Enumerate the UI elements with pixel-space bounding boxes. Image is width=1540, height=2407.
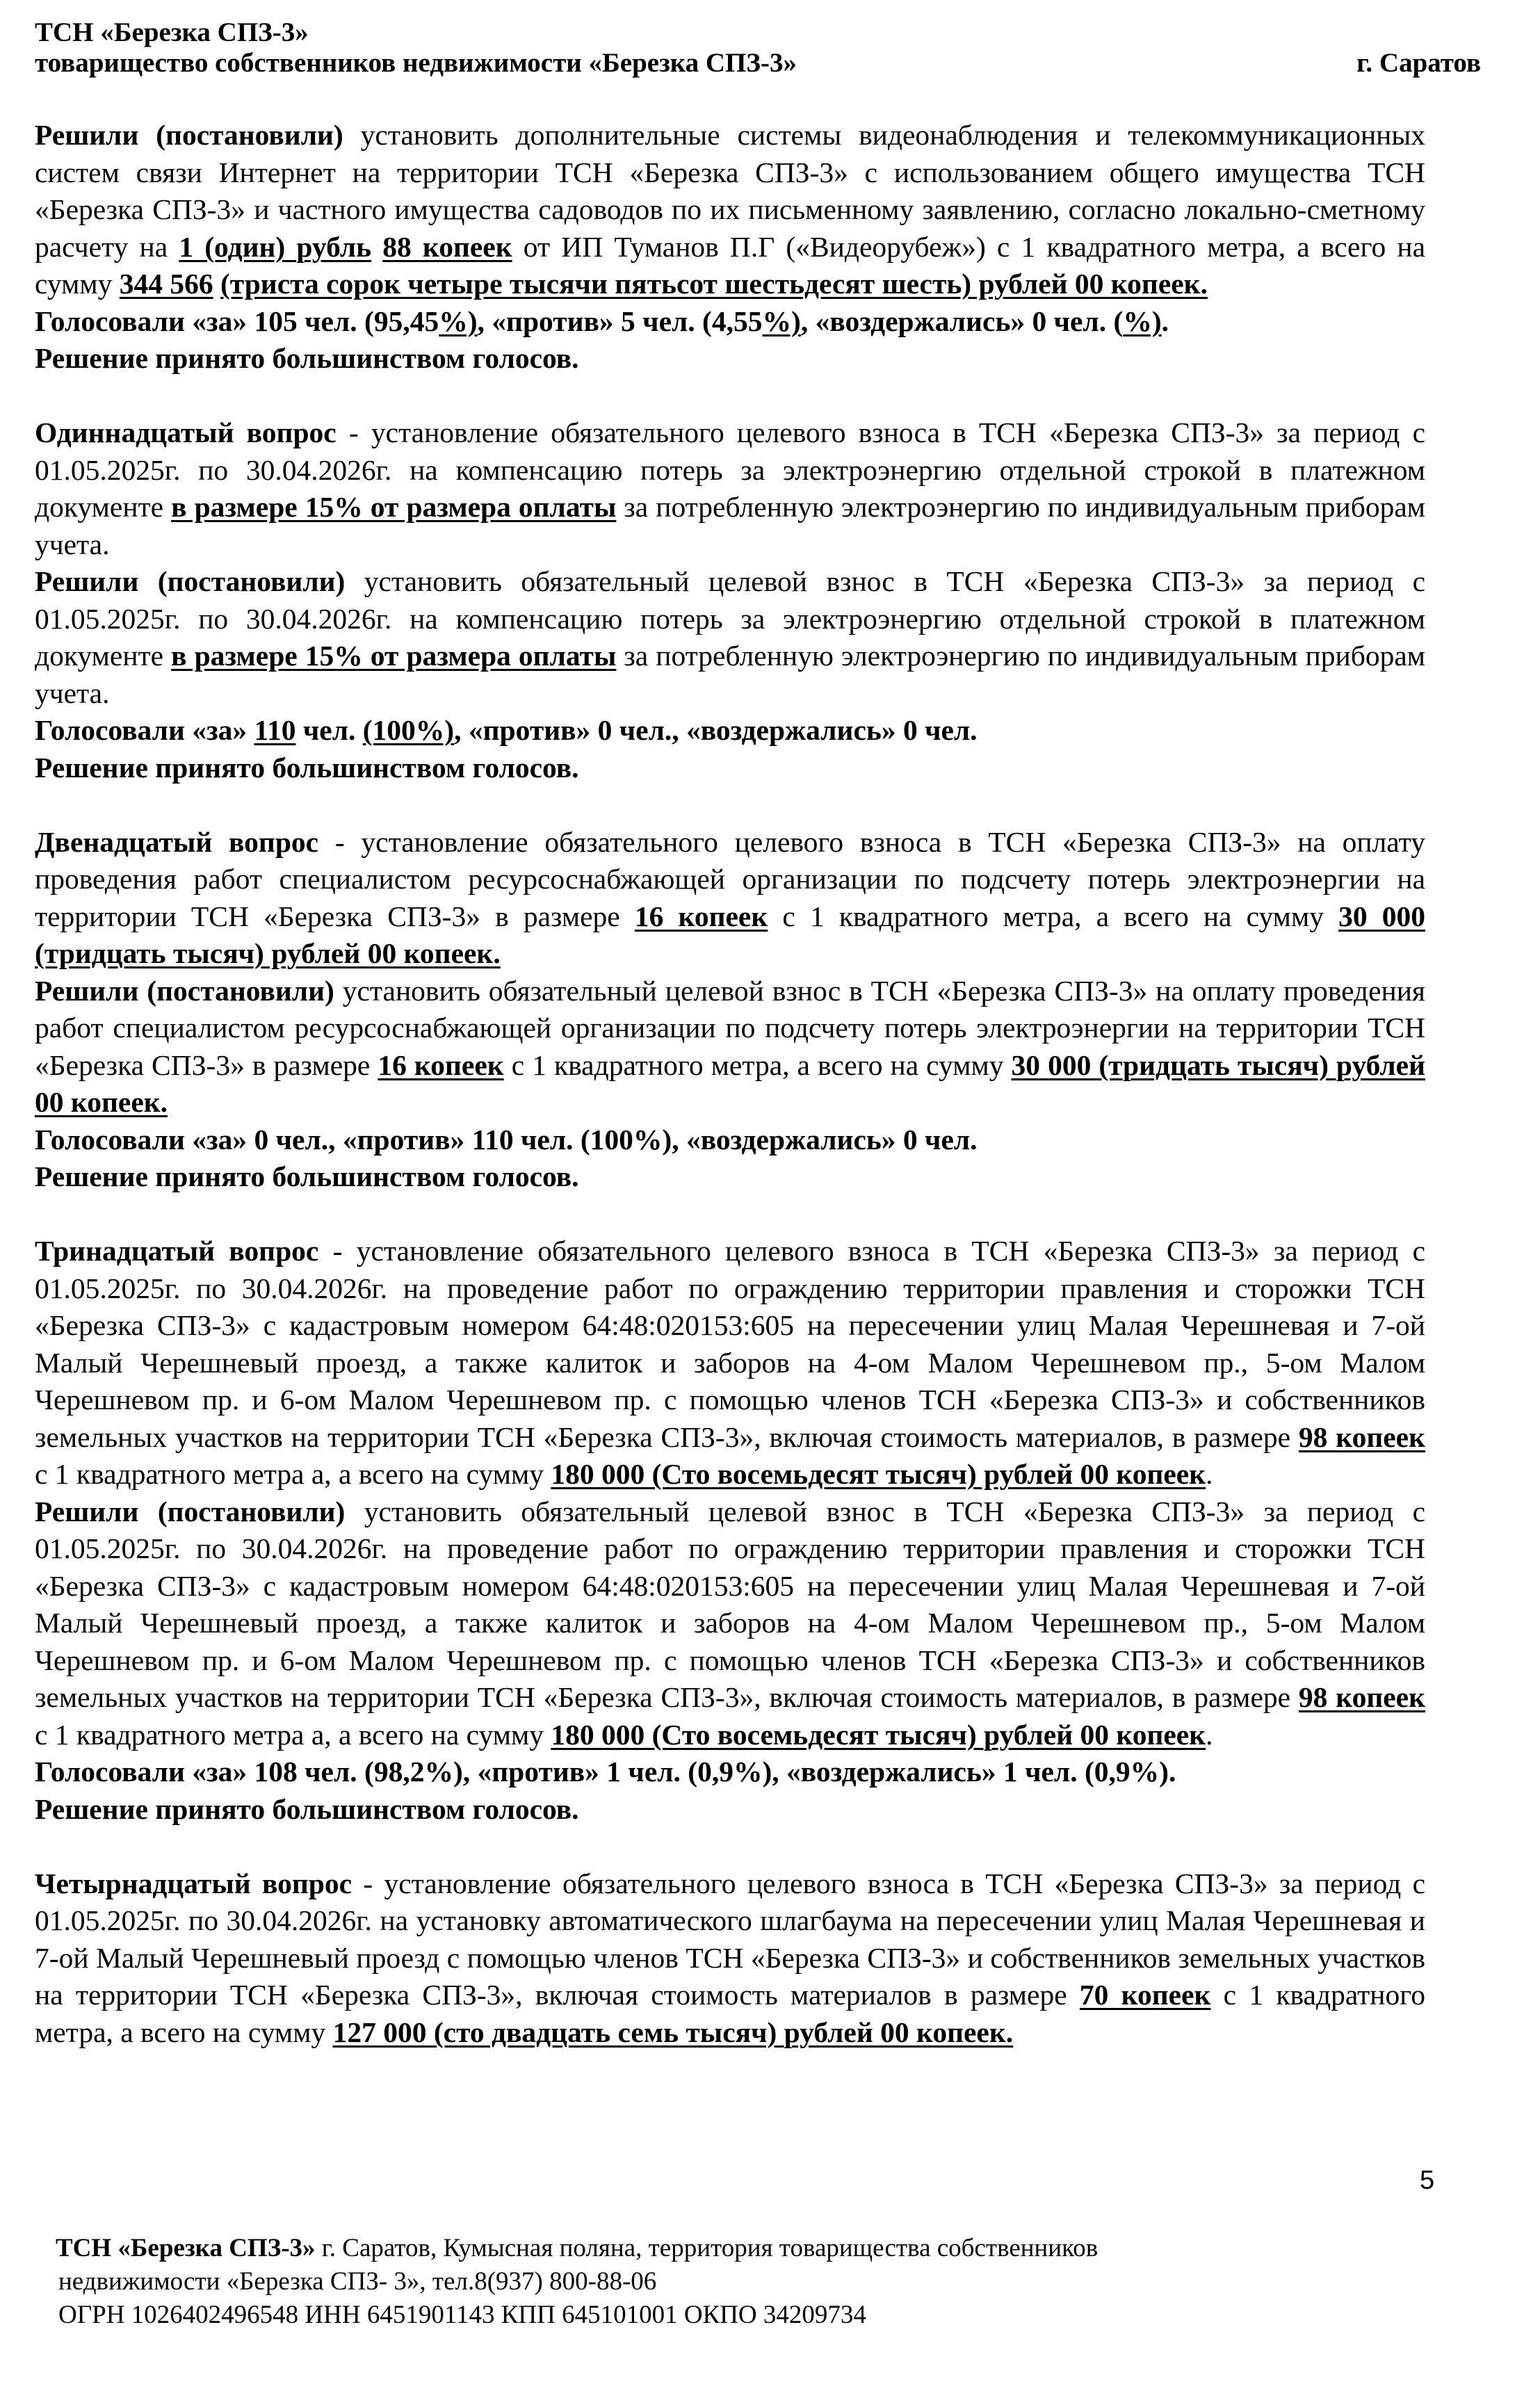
question-text: с 1 квадратного метра, а всего на сумму: [35, 1979, 1426, 2048]
total-amount: 30 000 (тридцать тысяч) рублей 00 копеек.: [35, 900, 1426, 969]
footer-line-2: недвижимости «Березка СПЗ- 3», тел.8(937) 800-88-06: [58, 2267, 657, 2296]
rate: 98 копеек: [1298, 1681, 1426, 1713]
resolved-label: Решили (постановили): [35, 119, 343, 151]
vote-percent: (100%): [362, 714, 455, 746]
org-short-name: ТСН «Березка СПЗ-3»: [35, 17, 309, 47]
question-text: .: [1206, 1458, 1213, 1490]
resolution-text: за потребленную электроэнергию по индивидуальным приборам учета.: [35, 640, 1425, 709]
item10-resolution: [35, 117, 1425, 303]
question-text: - установление обязательного целевого взноса в ТСН «Березка СПЗ-3» за период с 01.05.2025г. по 30.04.2026г. на проведение работ по ограждению территории правления и сторожки ТСН «Березка СПЗ-3» с кадастровым номером 64:48:020153:605 на пересечении улиц Малая Черешневая и 7-ой Малый Черешневый проезд, а также калиток и заборов на 4-ом Малом Черешневом пр., 5-ом Малом Черешневом пр. и 6-ом Малом Черешневом пр. с помощью членов ТСН «Березка СПЗ-3» и собственников земельных участков на территории ТСН «Березка СПЗ-3», включая стоимость материалов, в размере: [35, 1235, 1426, 1453]
total-amount-words: (триста сорок четыре тысячи пятьсот шестьдесят шесть) рублей 00 копеек.: [220, 268, 1208, 300]
item13-decision: Решение принято большинством голосов.: [35, 1792, 579, 1825]
total-amount: 344 566: [119, 268, 213, 300]
rate: 16 копеек: [378, 1048, 504, 1081]
resolution-text: с 1 квадратного метра, а всего на сумму: [503, 1048, 1012, 1081]
resolution-text: установить обязательный целевой взнос в ТСН «Березка СПЗ-3» за период с 01.05.2025г. по 30.04.2026г. на компенсацию потерь за электроэнергию отдельной строкой в платежном документе: [35, 565, 1425, 672]
vote-text: Голосовали «за»: [35, 714, 254, 746]
amount: в размере 15% от размера оплаты: [171, 491, 617, 523]
org-city: г. Саратов: [1356, 48, 1481, 78]
vote-text: , «против» 5 чел. (4,55: [477, 305, 763, 337]
footer-address: г. Саратов, Кумысная поляна, территория товарищества собственников: [315, 2234, 1099, 2262]
resolved-label: Решили (постановили): [35, 565, 346, 597]
org-full-name-row: [35, 46, 1481, 81]
footer-org: ТСН «Березка СПЗ-3»: [56, 2234, 316, 2262]
question-text: - установление обязательного целевого взноса в ТСН «Березка СПЗ-3» за период с 01.05.2025г. по 30.04.2026г. на компенсацию потерь за электроэнергию отдельной строкой в платежном документе: [35, 416, 1426, 523]
item12-resolution: [35, 973, 1425, 1121]
resolved-label: Решили (постановили): [35, 974, 334, 1007]
question-text: - установление обязательного целевого взноса в ТСН «Березка СПЗ-3» на оплату проведения работ специалистом ресурсоснабжающей организации по подсчету потерь электроэнергии на территории ТСН «Березка СПЗ-3» в размере: [35, 825, 1425, 932]
resolution-text: .: [1206, 1718, 1213, 1751]
question-text: за потребленную электроэнергию по индивидуальным приборам учета.: [35, 491, 1425, 560]
item12-vote: Голосовали «за» 0 чел., «против» 110 чел. (100%), «воздержались» 0 чел.: [35, 1123, 978, 1156]
resolution-text: установить обязательный целевой взнос в ТСН «Березка СПЗ-3» за период с 01.05.2025г. по 30.04.2026г. на проведение работ по ограждению территории правления и сторожки ТСН «Березка СПЗ-3» с кадастровым номером 64:48:020153:605 на пересечении улиц Малая Черешневая и 7-ой Малый Черешневый проезд, а также калиток и заборов на 4-ом Малом Черешневом пр., 5-ом Малом Черешневом пр. и 6-ом Малом Черешневом пр. с помощью членов ТСН «Березка СПЗ-3» и собственников земельных участков на территории ТСН «Березка СПЗ-3», включая стоимость материалов, в размере: [35, 1495, 1425, 1713]
item10-vote: [35, 303, 1425, 341]
total-amount: 180 000 (Сто восемьдесят тысяч) рублей 00 копеек: [551, 1458, 1206, 1490]
item14-question: [35, 1865, 1425, 2052]
item13-vote: Голосовали «за» 108 чел. (98,2%), «против» 1 чел. (0,9%), «воздержались» 1 чел. (0,9%).: [35, 1756, 1176, 1788]
item13-resolution: [35, 1493, 1425, 1754]
total-amount: 180 000 (Сто восемьдесят тысяч) рублей 00 копеек: [551, 1718, 1206, 1751]
item11-resolution: [35, 563, 1425, 712]
vote-count: 110: [254, 714, 296, 746]
item12-decision: Решение принято большинством голосов.: [35, 1160, 579, 1192]
document-body: [35, 117, 1425, 2051]
footer-line-1: [56, 2232, 1098, 2265]
total-amount: 30 000 (тридцать тысяч) рублей 00 копеек.: [35, 1048, 1425, 1118]
item11-decision: Решение принято большинством голосов.: [35, 751, 579, 784]
question-text: с 1 квадратного метра, а всего на сумму: [768, 900, 1339, 932]
item11-question: [35, 414, 1425, 563]
item13-question: [35, 1233, 1425, 1493]
question-label: Тринадцатый вопрос: [35, 1235, 319, 1267]
resolution-text: с 1 квадратного метра а, а всего на сумму: [35, 1718, 551, 1751]
page-number: 5: [1420, 2166, 1435, 2195]
vote-text: чел.: [295, 714, 363, 746]
resolution-text: установить дополнительные системы видеонаблюдения и телекоммуникационных систем связи Интернет на территории ТСН «Березка СПЗ-3» с использованием общего имущества ТСН «Березка СПЗ-3» и частного имущества садоводов по их письменному заявлению, согласно локально-сметному расчету на: [35, 119, 1425, 263]
item11-vote: [35, 712, 1425, 749]
resolution-text: от ИП Туманов П.Г («Видеорубеж») с 1 квадратного метра, а всего на сумму: [35, 230, 1425, 300]
question-label: Двенадцатый вопрос: [35, 825, 319, 858]
org-full-name: товарищество собственников недвижимости «Березка СПЗ-3»: [35, 48, 797, 78]
rate: 70 копеек: [1079, 1979, 1211, 2011]
vote-percent: %): [762, 305, 801, 337]
resolution-text: установить обязательный целевой взнос в ТСН «Березка СПЗ-3» на оплату проведения работ специалистом ресурсоснабжающей организации по подсчету потерь электроэнергии на территории ТСН «Березка СПЗ-3» в размере: [35, 974, 1425, 1081]
resolved-label: Решили (постановили): [35, 1495, 346, 1527]
rate: 98 копеек: [1298, 1420, 1426, 1453]
item10-decision: Решение принято большинством голосов.: [35, 342, 579, 374]
question-text: с 1 квадратного метра а, а всего на сумму: [35, 1458, 551, 1490]
vote-text: , «воздержались» 0 чел. (: [800, 305, 1124, 337]
question-label: Четырнадцатый вопрос: [35, 1867, 352, 1899]
question-label: Одиннадцатый вопрос: [35, 416, 337, 448]
vote-percent: %): [439, 305, 478, 337]
vote-text: .: [1161, 305, 1169, 337]
total-amount: 127 000 (сто двадцать семь тысяч) рублей 00 копеек.: [332, 2016, 1014, 2048]
footer: [56, 2232, 1098, 2332]
vote-text: Голосовали «за» 105 чел. (95,45: [35, 305, 439, 337]
rate-rubles: 1 (один) рубль: [179, 230, 372, 263]
vote-percent: %): [1123, 305, 1162, 337]
vote-text: , «против» 0 чел., «воздержались» 0 чел.: [454, 714, 978, 746]
item12-question: [35, 824, 1425, 973]
rate-kopecks: 88 копеек: [382, 230, 512, 263]
question-text: - установление обязательного целевого взноса в ТСН «Березка СПЗ-3» за период с 01.05.2025г. по 30.04.2026г. на установку автоматического шлагбаума на пересечении улиц Малая Черешневая и 7-ой Малый Черешневый проезд с помощью членов ТСН «Березка СПЗ-3» и собственников земельных участков на территории ТСН «Березка СПЗ-3», включая стоимость материалов в размере: [35, 1867, 1425, 2011]
amount: в размере 15% от размера оплаты: [171, 640, 617, 672]
footer-line-3: ОГРН 1026402496548 ИНН 6451901143 КПП 645101001 ОКПО 34209734: [58, 2301, 866, 2329]
rate: 16 копеек: [634, 900, 768, 932]
